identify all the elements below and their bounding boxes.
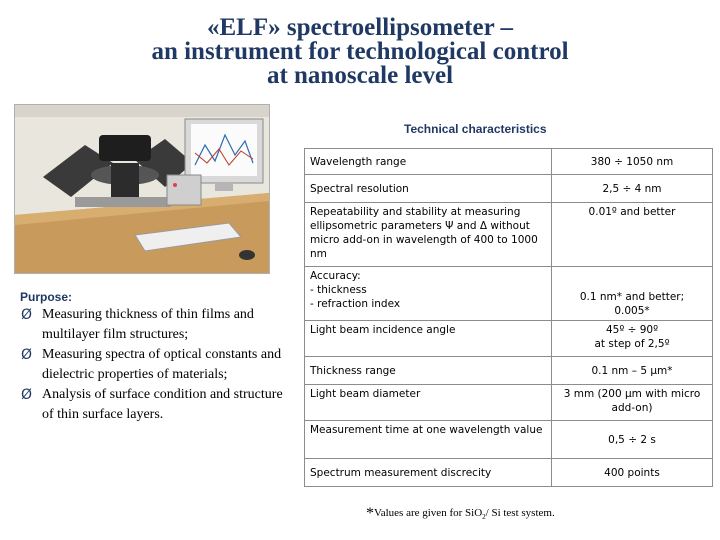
purpose-item [20,305,284,345]
spec-param: Light beam incidence angle [305,321,552,357]
arrow-bullet-icon: Ø [21,387,33,403]
spec-value-text: 45º ÷ 90º at step of 2,5º [594,324,670,350]
table-row [305,421,713,459]
arrow-bullet-icon: Ø [21,307,33,323]
spec-value: 0.01º and better [552,203,713,267]
technical-characteristics-title: Technical characteristics [404,122,547,136]
table-row [305,357,713,385]
title-line-3: at nanoscale level [266,62,454,89]
spec-value: 0.1 nm – 5 μm* [552,357,713,385]
purpose-item-text: Analysis of surface condition and structure of thin surface layers. [42,387,283,422]
spec-value [552,267,713,321]
spec-param: Spectral resolution [305,175,552,203]
purpose-item [20,385,284,425]
title-line-2: an instrument for technological control [151,38,569,65]
purpose-list [20,305,284,425]
instrument-photo [14,104,270,274]
spec-value: 0,5 ÷ 2 s [552,421,713,459]
table-row [305,459,713,487]
spec-param: Spectrum measurement discrecity [305,459,552,487]
spec-param-text: Accuracy: - thickness - refraction index [310,270,401,310]
spec-value [552,321,713,357]
table-row [305,321,713,357]
footnote-text: Values are given for SiO [374,507,483,519]
purpose-item-text: Measuring spectra of optical constants and dielectric properties of materials; [42,347,282,382]
purpose-item-text: Measuring thickness of thin films and multilayer film structures; [42,307,254,342]
footnote-subscript: 2 [482,513,486,522]
table-row [305,149,713,175]
footnote [366,505,555,523]
spec-param: Light beam diameter [305,385,552,421]
table-row [305,385,713,421]
table-row [305,175,713,203]
spec-param: Thickness range [305,357,552,385]
spec-value: 400 points [552,459,713,487]
spec-param [305,267,552,321]
arrow-bullet-icon: Ø [21,347,33,363]
table-row [305,203,713,267]
spec-param: Wavelength range [305,149,552,175]
spec-value: 380 ÷ 1050 nm [552,149,713,175]
footnote-star: * [366,505,374,522]
footnote-text-end: / Si test system. [485,507,555,519]
title-line-1: «ELF» spectroellipsometer – [207,14,513,41]
table-row [305,267,713,321]
spec-param: Measurement time at one wavelength value [305,421,552,459]
spec-value: 3 mm (200 μm with micro add-on) [552,385,713,421]
specs-table [304,148,713,487]
purpose-heading: Purpose: [20,290,73,304]
spec-value: 2,5 ÷ 4 nm [552,175,713,203]
spectroellipsometer-photo-icon [15,105,269,273]
purpose-item [20,345,284,385]
spec-value-text: 0.1 nm* and better; 0.005* [579,291,685,317]
spec-param: Repeatability and stability at measuring ellipsometric parameters Ψ and Δ without micro add-on in wavelength of 400 to 1000 nm [305,203,552,267]
page-title [0,16,720,88]
